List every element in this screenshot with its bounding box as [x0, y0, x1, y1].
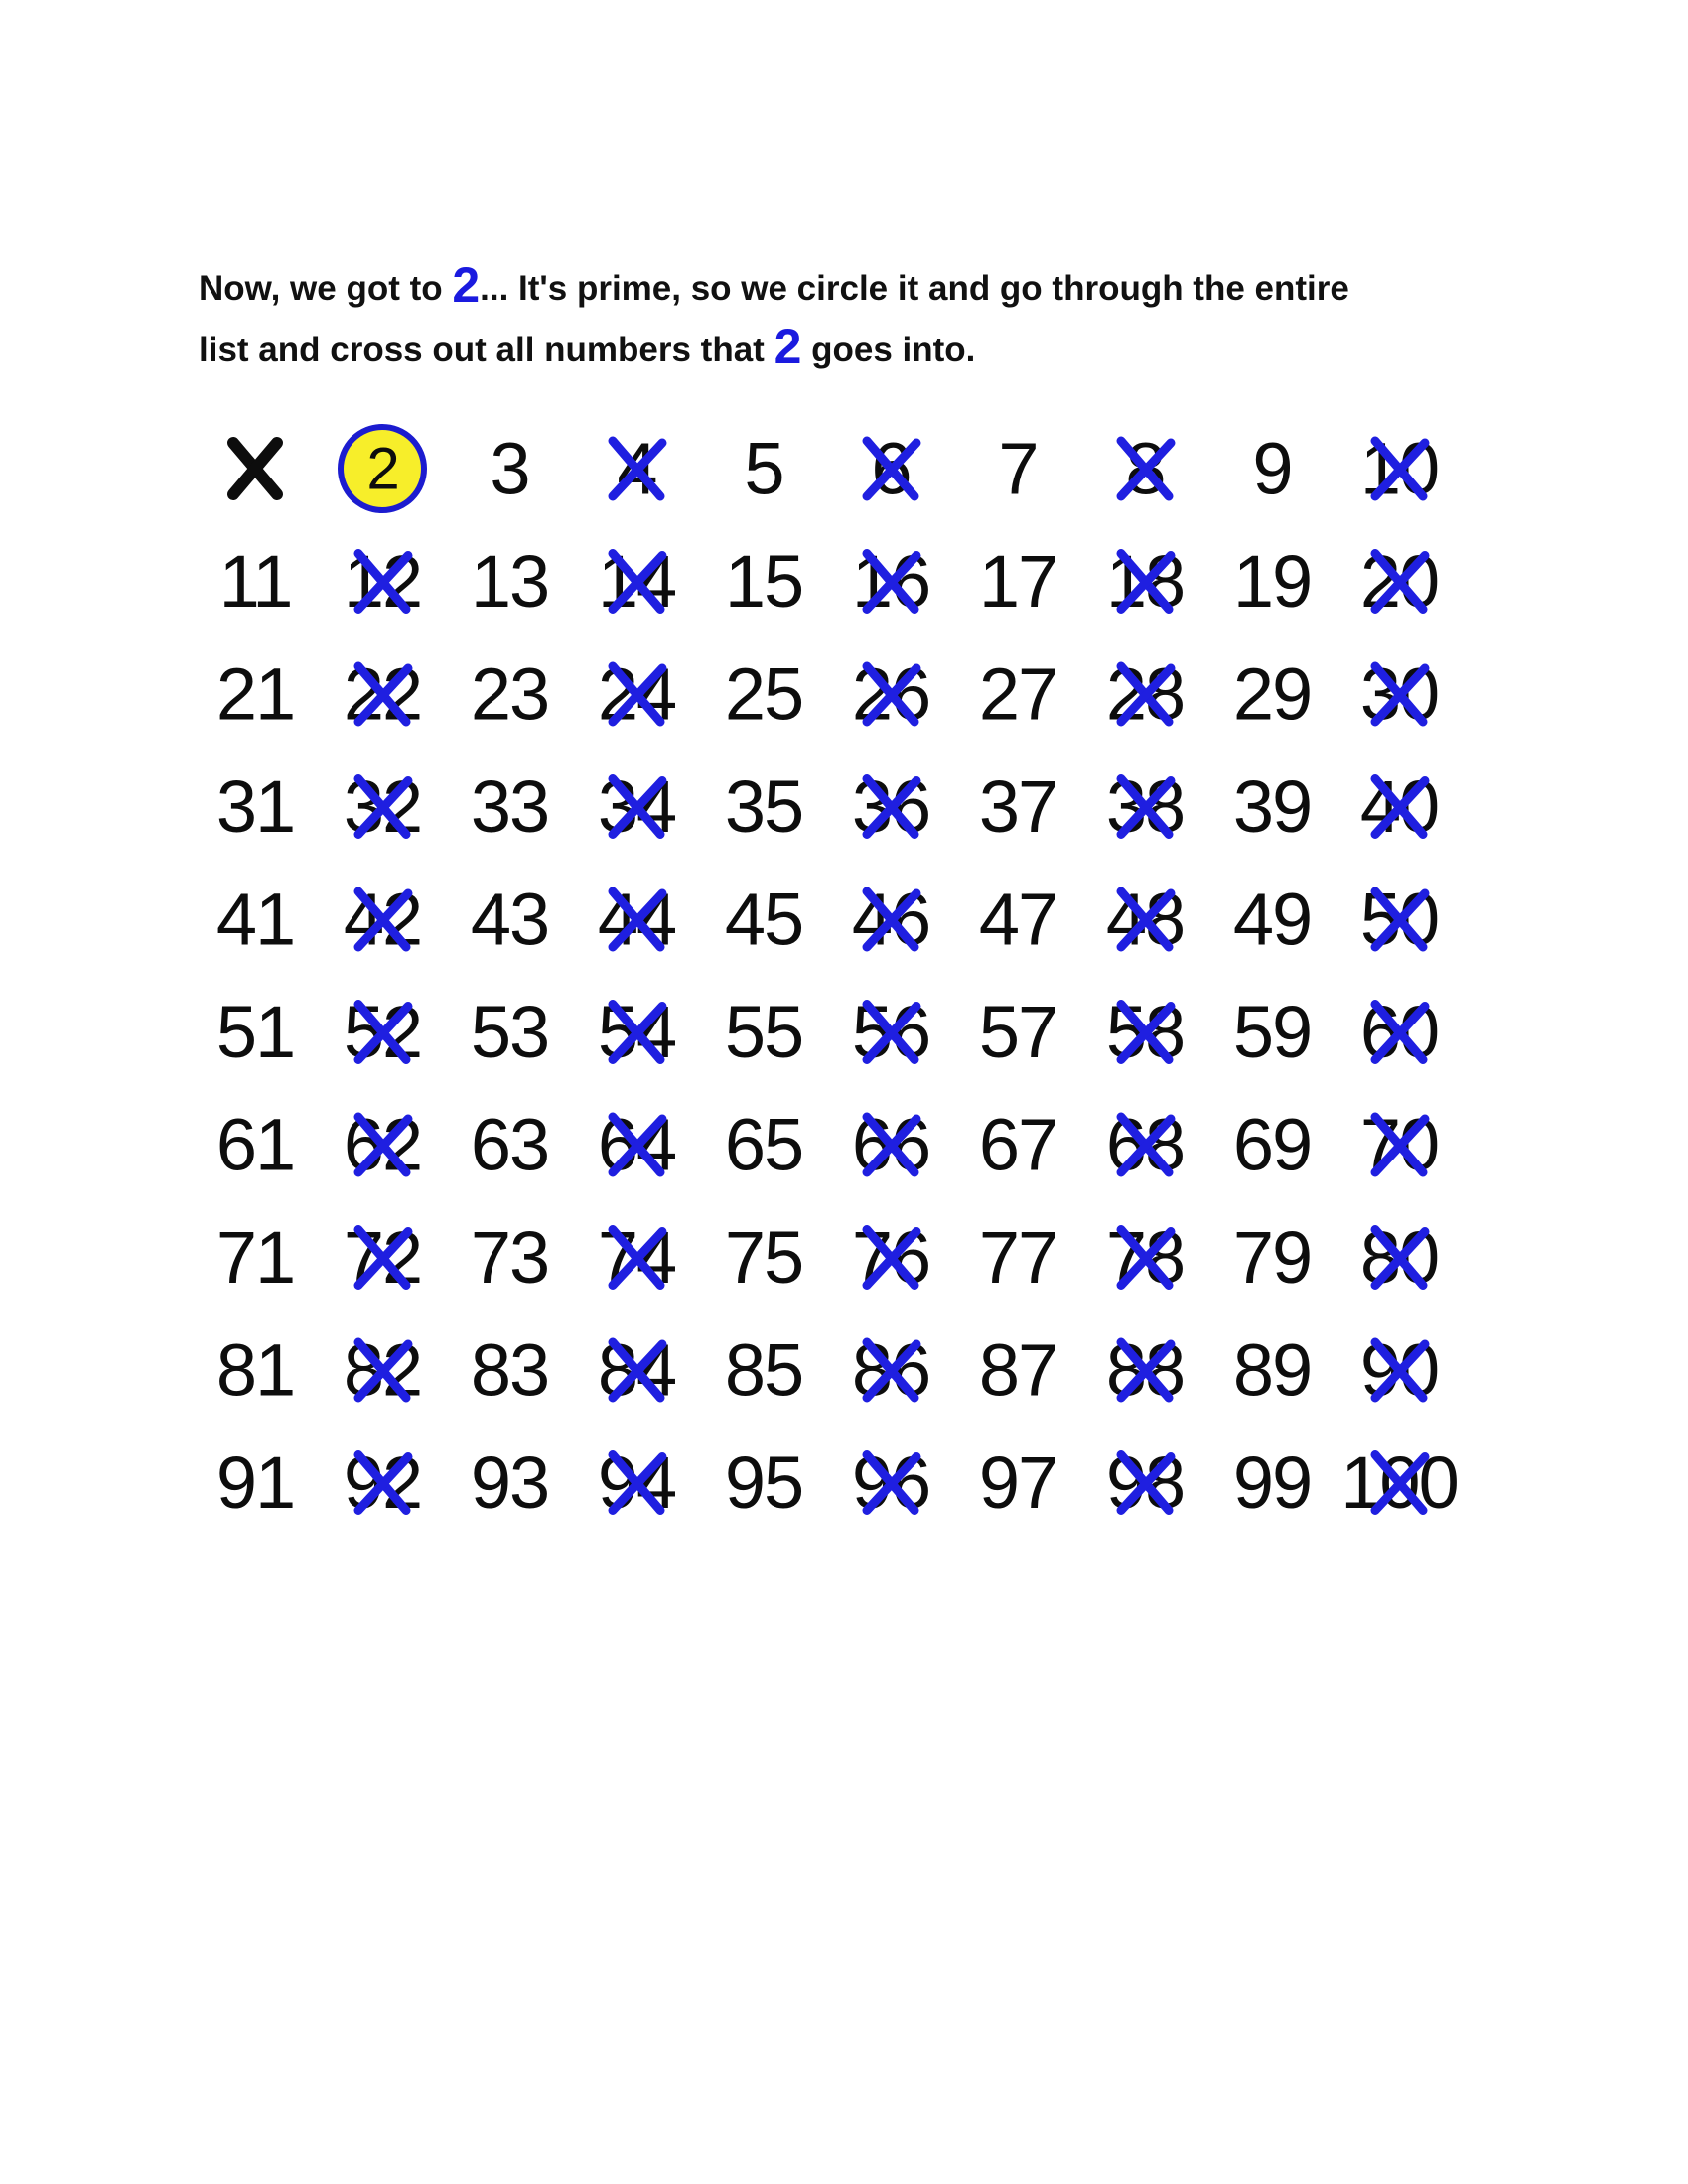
grid-cell-52 — [344, 991, 421, 1073]
grid-number: 56 — [851, 991, 930, 1073]
grid-cell-71 — [216, 1216, 294, 1298]
grid-number: 73 — [470, 1216, 549, 1298]
grid-number: 10 — [1359, 427, 1439, 510]
grid-cell-91 — [216, 1441, 294, 1524]
grid-number: 21 — [215, 652, 295, 736]
grid-cell-60 — [1360, 991, 1438, 1073]
grid-cell-73 — [471, 1216, 548, 1298]
grid-cell-62 — [344, 1104, 421, 1186]
grid-cell-44 — [598, 879, 675, 961]
grid-number: 52 — [343, 991, 422, 1073]
grid-cell-24 — [598, 653, 675, 736]
grid-number: 96 — [851, 1441, 930, 1524]
grid-number: 100 — [1340, 1441, 1458, 1524]
grid-cell-10 — [1360, 428, 1438, 510]
grid-cell-61 — [216, 1104, 294, 1186]
grid-cell-5 — [744, 428, 782, 510]
grid-number: 75 — [724, 1216, 803, 1298]
grid-cell-39 — [1233, 765, 1311, 848]
grid-number: 42 — [343, 878, 422, 961]
grid-cell-48 — [1106, 879, 1184, 961]
grid-number: 20 — [1359, 540, 1439, 622]
grid-cell-15 — [725, 540, 802, 622]
grid-cell-26 — [852, 653, 929, 736]
grid-number: 92 — [343, 1441, 422, 1524]
grid-number: 71 — [215, 1216, 295, 1298]
grid-number: 24 — [597, 652, 676, 736]
grid-cell-92 — [344, 1441, 421, 1524]
grid-number: 65 — [724, 1103, 803, 1186]
grid-number: 48 — [1105, 878, 1185, 961]
grid-cell-70 — [1360, 1104, 1438, 1186]
grid-cell-68 — [1106, 1104, 1184, 1186]
grid-cell-78 — [1106, 1216, 1184, 1298]
grid-cell-57 — [979, 991, 1056, 1073]
grid-cell-49 — [1233, 879, 1311, 961]
grid-number: 83 — [470, 1328, 549, 1412]
grid-cell-13 — [471, 540, 548, 622]
grid-cell-84 — [598, 1329, 675, 1412]
grid-cell-81 — [216, 1329, 294, 1412]
grid-cell-83 — [471, 1329, 548, 1412]
grid-number: 46 — [851, 878, 930, 961]
instruction-text-segment: ... It's prime, so we circle it and go through the entire — [480, 269, 1349, 308]
grid-cell-29 — [1233, 653, 1311, 736]
grid-cell-11 — [219, 540, 292, 622]
grid-cell-4 — [613, 428, 662, 510]
grid-cell-89 — [1233, 1329, 1311, 1412]
grid-number: 60 — [1359, 991, 1439, 1073]
grid-cell-12 — [344, 540, 421, 622]
grid-number: 77 — [978, 1216, 1057, 1298]
highlight-number: 2 — [774, 319, 802, 374]
grid-cell-72 — [344, 1216, 421, 1298]
grid-cell-79 — [1233, 1216, 1311, 1298]
grid-cell-20 — [1360, 540, 1438, 622]
grid-number: 3 — [490, 427, 529, 510]
grid-cell-56 — [852, 991, 929, 1073]
grid-cell-98 — [1106, 1441, 1184, 1524]
grid-cell-38 — [1106, 765, 1184, 848]
grid-number: 63 — [470, 1103, 549, 1186]
grid-number: 12 — [343, 540, 422, 622]
grid-number: 9 — [1252, 427, 1292, 510]
grid-cell-47 — [979, 879, 1056, 961]
grid-cell-17 — [979, 540, 1056, 622]
grid-cell-19 — [1233, 540, 1311, 622]
grid-number: 28 — [1105, 652, 1185, 736]
grid-cell-23 — [471, 653, 548, 736]
grid-cell-3 — [490, 428, 528, 510]
grid-number: 88 — [1105, 1328, 1185, 1412]
grid-number: 49 — [1232, 878, 1312, 961]
grid-cell-88 — [1106, 1329, 1184, 1412]
grid-number: 54 — [597, 991, 676, 1073]
grid-number: 61 — [215, 1103, 295, 1186]
grid-number: 16 — [851, 540, 930, 622]
grid-cell-27 — [979, 653, 1056, 736]
grid-cell-82 — [344, 1329, 421, 1412]
grid-number: 37 — [978, 765, 1057, 848]
grid-number: 78 — [1105, 1216, 1185, 1298]
grid-cell-32 — [344, 765, 421, 848]
grid-cell-95 — [725, 1441, 802, 1524]
grid-number: 85 — [724, 1328, 803, 1412]
grid-number: 67 — [978, 1103, 1057, 1186]
grid-cell-43 — [471, 879, 548, 961]
grid-number: 7 — [998, 427, 1038, 510]
grid-number: 81 — [215, 1328, 295, 1412]
grid-cell-36 — [852, 765, 929, 848]
grid-number: 27 — [978, 652, 1057, 736]
grid-cell-46 — [852, 879, 929, 961]
grid-number: 47 — [978, 878, 1057, 961]
grid-number: 74 — [597, 1216, 676, 1298]
grid-cell-35 — [725, 765, 802, 848]
grid-cell-96 — [852, 1441, 929, 1524]
grid-cell-31 — [216, 765, 294, 848]
grid-cell-64 — [598, 1104, 675, 1186]
grid-cell-53 — [471, 991, 548, 1073]
grid-cell-69 — [1233, 1104, 1311, 1186]
grid-number: 36 — [851, 765, 930, 848]
grid-cell-54 — [598, 991, 675, 1073]
grid-number: 51 — [215, 991, 295, 1073]
grid-cell-6 — [867, 428, 916, 510]
grid-cell-7 — [998, 428, 1037, 510]
grid-number: 13 — [470, 540, 549, 622]
grid-number: 90 — [1359, 1328, 1439, 1412]
instruction-text-segment: Now, we got to — [199, 269, 453, 308]
grid-cell-40 — [1360, 765, 1438, 848]
grid-cell-42 — [344, 879, 421, 961]
grid-cell-33 — [471, 765, 548, 848]
grid-number: 95 — [724, 1441, 803, 1524]
grid-number: 29 — [1232, 652, 1312, 736]
grid-number: 6 — [871, 427, 911, 510]
grid-number: 43 — [470, 878, 549, 961]
grid-number: 39 — [1232, 765, 1312, 848]
grid-number: 93 — [470, 1441, 549, 1524]
grid-number: 4 — [617, 427, 656, 510]
grid-cell-74 — [598, 1216, 675, 1298]
grid-number: 68 — [1105, 1103, 1185, 1186]
grid-cell-16 — [852, 540, 929, 622]
grid-cell-77 — [979, 1216, 1056, 1298]
grid-number: 79 — [1232, 1216, 1312, 1298]
grid-cell-99 — [1233, 1441, 1311, 1524]
grid-number: 2 — [366, 435, 398, 502]
grid-number: 53 — [470, 991, 549, 1073]
grid-cell-18 — [1106, 540, 1184, 622]
grid-number: 19 — [1232, 540, 1312, 622]
grid-cell-66 — [852, 1104, 929, 1186]
grid-number: 32 — [343, 765, 422, 848]
grid-number: 45 — [724, 878, 803, 961]
grid-number: 33 — [470, 765, 549, 848]
grid-cell-21 — [216, 653, 294, 736]
grid-cell-14 — [598, 540, 675, 622]
grid-cell-34 — [598, 765, 675, 848]
grid-cell-100 — [1340, 1441, 1457, 1524]
grid-number: 69 — [1232, 1103, 1312, 1186]
grid-number: 94 — [597, 1441, 676, 1524]
grid-number: 8 — [1125, 427, 1165, 510]
grid-number: 86 — [851, 1328, 930, 1412]
grid-cell-67 — [979, 1104, 1056, 1186]
grid-cell-58 — [1106, 991, 1184, 1073]
grid-cell-2 — [341, 427, 424, 510]
grid-number: 44 — [597, 878, 676, 961]
grid-cell-41 — [216, 879, 294, 961]
grid-cell-37 — [979, 765, 1056, 848]
grid-cell-63 — [471, 1104, 548, 1186]
grid-cell-9 — [1252, 428, 1291, 510]
grid-number: 97 — [978, 1441, 1057, 1524]
grid-number: 87 — [978, 1328, 1057, 1412]
grid-number: 58 — [1105, 991, 1185, 1073]
grid-cell-55 — [725, 991, 802, 1073]
grid-number: 57 — [978, 991, 1057, 1073]
grid-number: 89 — [1232, 1328, 1312, 1412]
grid-number: 64 — [597, 1103, 676, 1186]
grid-number: 91 — [215, 1441, 295, 1524]
grid-cell-94 — [598, 1441, 675, 1524]
grid-number: 70 — [1359, 1103, 1439, 1186]
grid-number: 22 — [343, 652, 422, 736]
grid-number: 59 — [1232, 991, 1312, 1073]
grid-cell-25 — [725, 653, 802, 736]
grid-cell-51 — [216, 991, 294, 1073]
grid-number: 31 — [215, 765, 295, 848]
grid-cell-1 — [233, 428, 277, 510]
grid-number: 17 — [978, 540, 1057, 622]
grid-number: 35 — [724, 765, 803, 848]
grid-number: 62 — [343, 1103, 422, 1186]
grid-cell-59 — [1233, 991, 1311, 1073]
grid-cell-97 — [979, 1441, 1056, 1524]
grid-number: 76 — [851, 1216, 930, 1298]
grid-number: 5 — [744, 427, 783, 510]
grid-cell-90 — [1360, 1329, 1438, 1412]
grid-number: 41 — [215, 878, 295, 961]
grid-number: 40 — [1359, 765, 1439, 848]
grid-number: 11 — [218, 540, 292, 622]
grid-cell-87 — [979, 1329, 1056, 1412]
grid-cell-80 — [1360, 1216, 1438, 1298]
grid-cell-30 — [1360, 653, 1438, 736]
instruction-text-segment: goes into. — [801, 331, 976, 369]
grid-cell-86 — [852, 1329, 929, 1412]
grid-number: 15 — [724, 540, 803, 622]
grid-number: 34 — [597, 765, 676, 848]
grid-cell-45 — [725, 879, 802, 961]
grid-number: 18 — [1105, 540, 1185, 622]
grid-cell-75 — [725, 1216, 802, 1298]
grid-cell-50 — [1360, 879, 1438, 961]
grid-number: 23 — [470, 652, 549, 736]
grid-number: 98 — [1105, 1441, 1185, 1524]
grid-cell-28 — [1106, 653, 1184, 736]
grid-cell-22 — [344, 653, 421, 736]
grid-number: 50 — [1359, 878, 1439, 961]
grid-cell-65 — [725, 1104, 802, 1186]
grid-number: 25 — [724, 652, 803, 736]
grid-number: 99 — [1232, 1441, 1312, 1524]
grid-number: 80 — [1359, 1216, 1439, 1298]
grid-number: 72 — [343, 1216, 422, 1298]
grid-cell-76 — [852, 1216, 929, 1298]
highlight-number: 2 — [452, 257, 481, 313]
grid-number: 14 — [597, 540, 676, 622]
grid-cell-8 — [1121, 428, 1171, 510]
instruction-text-segment: list and cross out all numbers that — [199, 331, 774, 369]
grid-number: 38 — [1105, 765, 1185, 848]
grid-number: 66 — [851, 1103, 930, 1186]
grid-cell-93 — [471, 1441, 548, 1524]
grid-number: 84 — [597, 1328, 676, 1412]
grid-number: 26 — [851, 652, 930, 736]
grid-number: 55 — [724, 991, 803, 1073]
grid-number: 30 — [1359, 652, 1439, 736]
grid-cell-85 — [725, 1329, 802, 1412]
grid-number: 82 — [343, 1328, 422, 1412]
